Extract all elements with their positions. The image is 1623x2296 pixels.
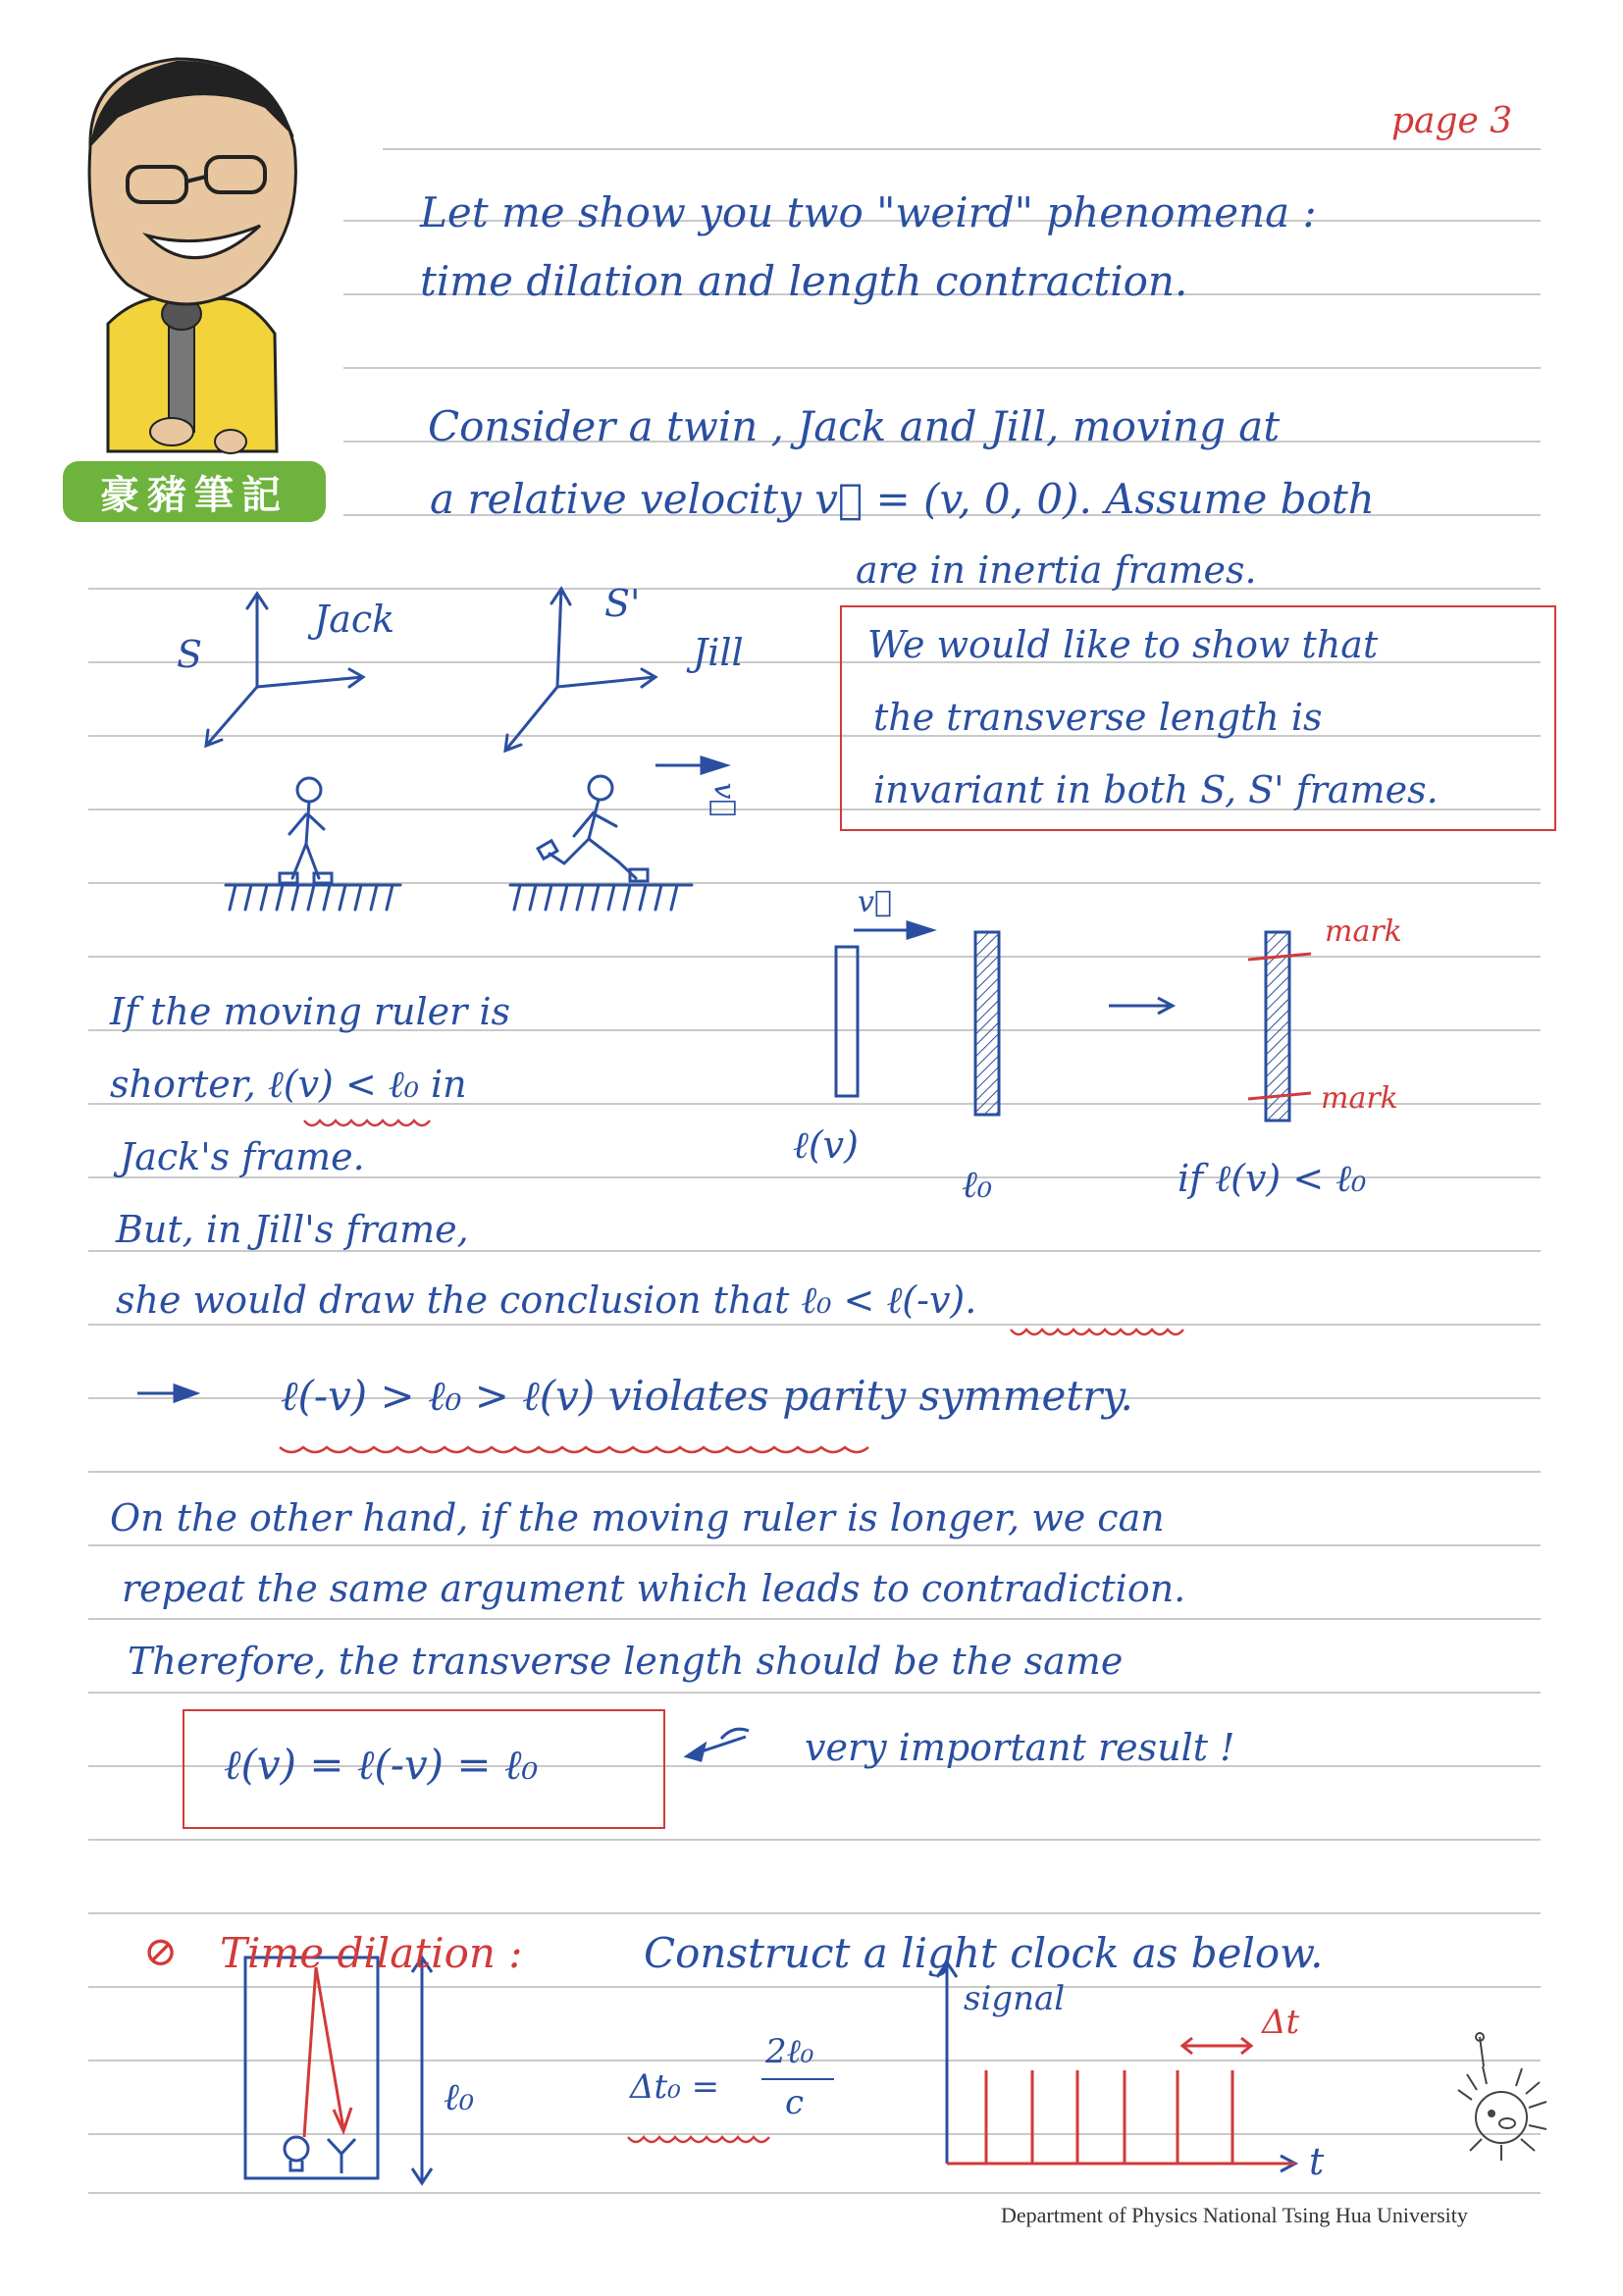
time-dilation-text: Construct a light clock as below. — [644, 1929, 1324, 1977]
argument-line-5: she would draw the conclusion that ℓ₀ < ℓ(-v). — [116, 1278, 977, 1322]
formula-bar — [761, 2078, 834, 2080]
twin-line-2: a relative velocity v⃗ = (v, 0, 0). Assume both — [430, 475, 1375, 523]
claim-line-2: the transverse length is — [873, 696, 1323, 739]
section-marker: ⊘ — [143, 1927, 179, 1975]
time-dilation-heading: Time dilation : — [220, 1929, 523, 1977]
logo-badge: 豪豬筆記 — [63, 461, 326, 522]
jack-label: Jack — [314, 598, 395, 641]
jill-label: Jill — [693, 631, 744, 674]
twin-line-1: Consider a twin , Jack and Jill, moving at — [428, 402, 1281, 450]
footer-institution: Department of Physics National Tsing Hua University — [1001, 2203, 1468, 2227]
argument-line-6: ℓ(-v) > ℓ₀ > ℓ(v) violates parity symmetry. — [281, 1372, 1133, 1420]
formula-numerator: 2ℓ₀ — [765, 2032, 814, 2071]
mark-top-label: mark — [1325, 914, 1402, 949]
light-path — [304, 1967, 351, 2137]
claim-line-3: invariant in both S, S' frames. — [873, 768, 1439, 811]
conclusion-line-3: Therefore, the transverse length should be the same — [128, 1640, 1124, 1683]
argument-line-4: But, in Jill's frame, — [116, 1208, 469, 1251]
jill-figure — [510, 776, 692, 910]
signal-pulses — [947, 2038, 1295, 2164]
conclusion-line-2: repeat the same argument which leads to contradiction. — [122, 1567, 1186, 1610]
result-note: very important result ! — [805, 1726, 1235, 1769]
clock-length-label: ℓ₀ — [444, 2075, 475, 2118]
jill-frame-label: S' — [604, 582, 641, 625]
twin-line-3: are in inertia frames. — [856, 548, 1257, 592]
jill-velocity-arrow — [655, 757, 726, 773]
argument-line-1: If the moving ruler is — [110, 990, 511, 1033]
signal-axis-label: signal — [964, 1979, 1066, 2018]
mark-bottom-label: mark — [1321, 1081, 1398, 1116]
claim-line-1: We would like to show that — [867, 623, 1379, 666]
result-equation: ℓ(v) = ℓ(-v) = ℓ₀ — [224, 1741, 539, 1789]
argument-line-3: Jack's frame. — [120, 1135, 365, 1178]
page-number: page 3 — [1391, 101, 1513, 141]
delta-t-label: Δt — [1262, 2003, 1300, 2042]
intro-line-2: time dilation and length contraction. — [420, 257, 1188, 305]
result-pointer-arrow — [687, 1729, 749, 1760]
ruler-condition: if ℓ(v) < ℓ₀ — [1178, 1157, 1367, 1200]
jill-velocity-label: v⃗ — [707, 782, 742, 817]
argument-line-2: shorter, ℓ(v) < ℓ₀ in — [110, 1063, 467, 1106]
conclusion-line-1: On the other hand, if the moving ruler is longer, we can — [110, 1496, 1165, 1539]
formula-lhs: Δt₀ = — [630, 2067, 720, 2107]
ruler-velocity-label: v⃗ — [858, 885, 892, 919]
intro-line-1: Let me show you two "weird" phenomena : — [420, 188, 1317, 236]
time-axis-label: t — [1309, 2140, 1325, 2183]
jack-frame-label: S — [177, 633, 203, 676]
author-cartoon — [89, 59, 295, 453]
formula-denominator: c — [785, 2083, 805, 2122]
ruler-diagram — [836, 922, 1289, 1121]
light-clock — [245, 1957, 432, 2183]
ruler-moving-label: ℓ(v) — [793, 1123, 859, 1167]
ruler-rest-label: ℓ₀ — [962, 1163, 993, 1206]
jack-figure — [226, 778, 400, 910]
porcupine-icon — [1458, 2033, 1546, 2161]
